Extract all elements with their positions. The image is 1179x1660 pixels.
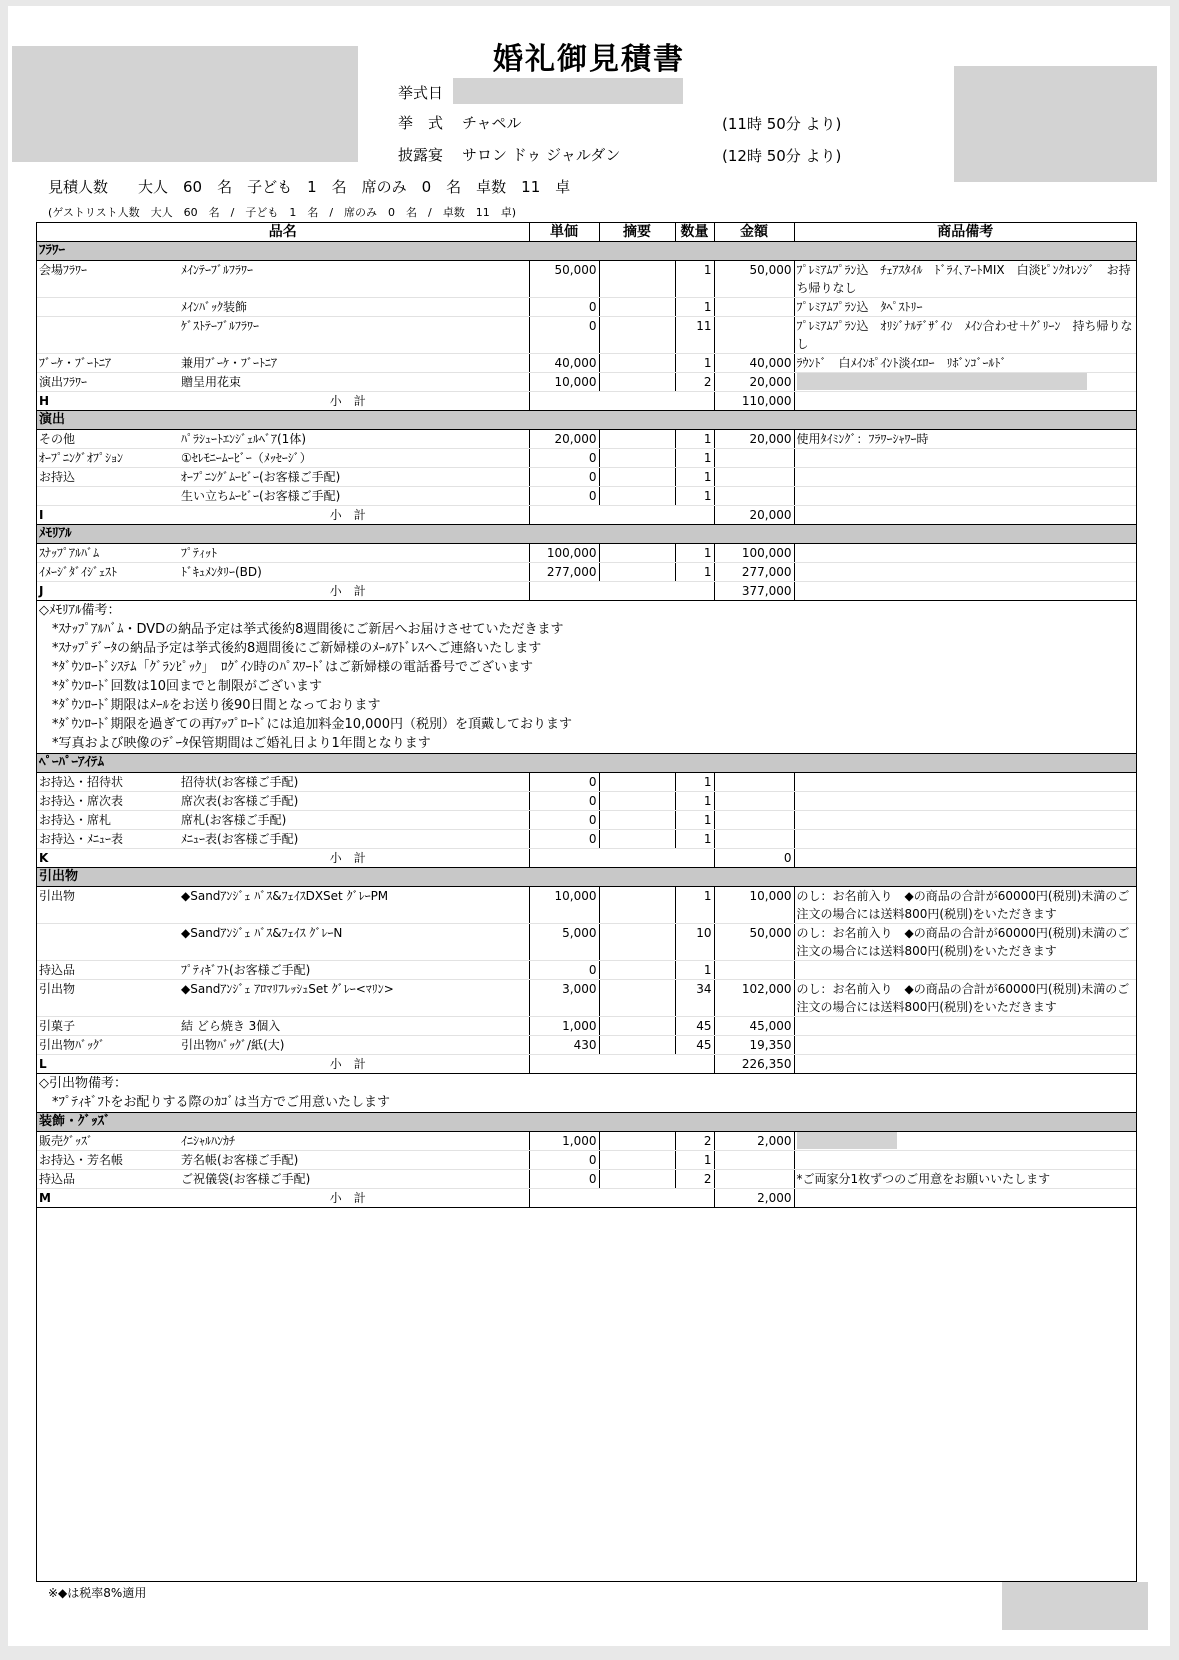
item-name: 兼用ﾌﾞｰｹ・ﾌﾞｰﾄﾆｱ bbox=[179, 354, 529, 373]
estimate-table-frame bbox=[36, 222, 1137, 1582]
item-quantity: 1 bbox=[675, 792, 714, 811]
remarks-text: ◇引出物備考： *ﾌﾟﾃｨｷﾞﾌﾄをお配りする際のｶｺﾞは当方でご用意いたします bbox=[37, 1074, 1136, 1113]
item-category: お持込・ﾒﾆｭｰ表 bbox=[37, 830, 179, 849]
item-name: ﾌﾟﾃｨｯﾄ bbox=[179, 544, 529, 563]
item-amount bbox=[714, 773, 794, 792]
line-item-row bbox=[37, 449, 1136, 468]
ceremony-label: 挙 式 bbox=[398, 114, 444, 132]
item-unit-price: 20,000 bbox=[529, 430, 599, 449]
item-name: 結 どら焼き 3個入 bbox=[179, 1017, 529, 1036]
item-quantity: 2 bbox=[675, 1170, 714, 1189]
item-quantity: 1 bbox=[675, 961, 714, 980]
item-amount: 102,000 bbox=[714, 980, 794, 1017]
item-unit-price: 0 bbox=[529, 298, 599, 317]
item-category: 会場ﾌﾗﾜｰ bbox=[37, 261, 179, 298]
subtotal-spacer bbox=[529, 849, 714, 868]
item-amount: 50,000 bbox=[714, 924, 794, 961]
section-header-row bbox=[37, 242, 1136, 261]
header-quantity: 数量 bbox=[675, 223, 714, 242]
item-quantity: 2 bbox=[675, 1132, 714, 1151]
item-name: ◆Sandｱﾝｼﾞｪ ｱﾛﾏﾘﾌﾚｯｼｭSet ｸﾞﾚｰ<ﾏﾘﾝ> bbox=[179, 980, 529, 1017]
item-category: その他 bbox=[37, 430, 179, 449]
remarks-row bbox=[37, 1074, 1136, 1113]
subtotal-label: 小計 bbox=[179, 582, 529, 601]
item-quantity: 1 bbox=[675, 830, 714, 849]
document-title: 婚礼御見積書 bbox=[493, 42, 685, 77]
item-quantity: 1 bbox=[675, 261, 714, 298]
item-unit-price: 0 bbox=[529, 1170, 599, 1189]
subtotal-amount: 377,000 bbox=[714, 582, 794, 601]
item-summary bbox=[599, 1036, 675, 1055]
item-product-note bbox=[794, 1036, 1136, 1055]
item-product-note bbox=[794, 811, 1136, 830]
line-item-row bbox=[37, 544, 1136, 563]
item-unit-price: 40,000 bbox=[529, 354, 599, 373]
subtotal-label: 小計 bbox=[179, 392, 529, 411]
item-summary bbox=[599, 449, 675, 468]
item-amount bbox=[714, 1151, 794, 1170]
item-name: ◆Sandｱﾝｼﾞｪ ﾊﾞｽ&ﾌｪｲｽDXSet ｸﾞﾚｰPM bbox=[179, 887, 529, 924]
table-header-row bbox=[37, 223, 1136, 242]
subtotal-key: L bbox=[37, 1055, 179, 1074]
item-unit-price: 100,000 bbox=[529, 544, 599, 563]
item-category bbox=[37, 317, 179, 354]
subtotal-label: 小計 bbox=[179, 1055, 529, 1074]
section-header-row bbox=[37, 754, 1136, 773]
subtotal-amount: 110,000 bbox=[714, 392, 794, 411]
item-category bbox=[37, 298, 179, 317]
item-category: お持込・招待状 bbox=[37, 773, 179, 792]
item-name: ﾄﾞｷｭﾒﾝﾀﾘｰ(BD) bbox=[179, 563, 529, 582]
line-item-row bbox=[37, 887, 1136, 924]
item-unit-price: 430 bbox=[529, 1036, 599, 1055]
item-unit-price: 0 bbox=[529, 830, 599, 849]
section-title: ﾍﾟｰﾊﾟｰｱｲﾃﾑ bbox=[37, 754, 1136, 773]
item-unit-price: 0 bbox=[529, 961, 599, 980]
item-product-note bbox=[794, 792, 1136, 811]
item-unit-price: 1,000 bbox=[529, 1017, 599, 1036]
item-unit-price: 0 bbox=[529, 792, 599, 811]
redacted-note bbox=[797, 373, 1087, 390]
section-title: 演出 bbox=[37, 411, 1136, 430]
item-quantity: 1 bbox=[675, 487, 714, 506]
item-quantity: 2 bbox=[675, 373, 714, 392]
item-product-note: ﾌﾟﾚﾐｱﾑﾌﾟﾗﾝ込 ﾁｪｱｽﾀｲﾙ ﾄﾞﾗｲ､ｱｰﾄMIX 白淡ﾋﾟﾝｸｵﾚﾝｼﾞ お持ち帰りなし bbox=[794, 261, 1136, 298]
item-summary bbox=[599, 830, 675, 849]
subtotal-row bbox=[37, 392, 1136, 411]
item-product-note: のし：お名前入り ◆の商品の合計が60000円(税別)未満のご注文の場合には送料800円(税別)をいただきます bbox=[794, 924, 1136, 961]
line-item-row bbox=[37, 811, 1136, 830]
remarks-text: ◇ﾒﾓﾘｱﾙ備考： *ｽﾅｯﾌﾟｱﾙﾊﾞﾑ・DVDの納品予定は挙式後約8週間後にご新居へお届けさせていただきます *ｽﾅｯﾌﾟﾃﾞｰﾀの納品予定は挙式後約8週間後にご新婦様のﾒｰﾙｱﾄﾞﾚｽへご連絡いたします *ﾀﾞｳﾝﾛｰﾄﾞｼｽﾃﾑ「ｸﾞﾗﾝﾋﾟｯｸ」 ﾛｸﾞｲﾝ時のﾊﾟｽﾜｰﾄﾞはご新婦様の電話番号でございます *ﾀﾞｳﾝﾛｰﾄﾞ回数は10回までと制限がございます *ﾀﾞｳﾝﾛｰﾄﾞ期限はﾒｰﾙをお送り後90日間となっております *ﾀﾞｳﾝﾛｰﾄﾞ期限を過ぎての再ｱｯﾌﾟﾛｰﾄﾞには追加料金10,000円（税別）を頂戴しております *写真および映像のﾃﾞｰﾀ保管期間はご婚礼日より1年間となります bbox=[37, 601, 1136, 754]
item-quantity: 1 bbox=[675, 1151, 714, 1170]
subtotal-key: J bbox=[37, 582, 179, 601]
section-header-row bbox=[37, 1113, 1136, 1132]
item-summary bbox=[599, 961, 675, 980]
header-amount: 金額 bbox=[714, 223, 794, 242]
item-product-note bbox=[794, 468, 1136, 487]
item-category: ﾌﾞｰｹ・ﾌﾞｰﾄﾆｱ bbox=[37, 354, 179, 373]
redacted-footer-block bbox=[1002, 1582, 1148, 1630]
subtotal-key: K bbox=[37, 849, 179, 868]
subtotal-note bbox=[794, 849, 1136, 868]
line-item-row bbox=[37, 373, 1136, 392]
item-category: ｽﾅｯﾌﾟｱﾙﾊﾞﾑ bbox=[37, 544, 179, 563]
item-name: 芳名帳(お客様ご手配) bbox=[179, 1151, 529, 1170]
item-product-note bbox=[794, 449, 1136, 468]
item-product-note bbox=[794, 487, 1136, 506]
guest-list-count: (ゲストリスト人数 大人 60 名 / 子ども 1 名 / 席のみ 0 名 / 卓数 11 卓) bbox=[48, 206, 517, 219]
item-product-note bbox=[794, 1132, 1136, 1151]
item-summary bbox=[599, 1132, 675, 1151]
line-item-row bbox=[37, 317, 1136, 354]
item-summary bbox=[599, 354, 675, 373]
ceremony-date-label: 挙式日 bbox=[398, 84, 444, 102]
item-unit-price: 0 bbox=[529, 449, 599, 468]
estimate-table bbox=[37, 223, 1136, 1208]
subtotal-amount: 2,000 bbox=[714, 1189, 794, 1208]
item-category: 販売ｸﾞｯｽﾞ bbox=[37, 1132, 179, 1151]
reception-venue: サロン ドゥ ジャルダン bbox=[462, 146, 621, 164]
subtotal-note bbox=[794, 506, 1136, 525]
item-amount: 45,000 bbox=[714, 1017, 794, 1036]
item-summary bbox=[599, 544, 675, 563]
item-amount bbox=[714, 1170, 794, 1189]
tax-footnote: ※◆は税率8%適用 bbox=[48, 1586, 147, 1600]
item-unit-price: 10,000 bbox=[529, 887, 599, 924]
item-category: お持込・席札 bbox=[37, 811, 179, 830]
item-amount: 2,000 bbox=[714, 1132, 794, 1151]
subtotal-row bbox=[37, 582, 1136, 601]
subtotal-key: H bbox=[37, 392, 179, 411]
line-item-row bbox=[37, 563, 1136, 582]
line-item-row bbox=[37, 1132, 1136, 1151]
item-unit-price: 0 bbox=[529, 317, 599, 354]
item-amount bbox=[714, 317, 794, 354]
reception-label: 披露宴 bbox=[398, 146, 444, 164]
item-unit-price: 10,000 bbox=[529, 373, 599, 392]
subtotal-label: 小計 bbox=[179, 506, 529, 525]
subtotal-note bbox=[794, 582, 1136, 601]
item-product-note bbox=[794, 830, 1136, 849]
section-title: ﾒﾓﾘｱﾙ bbox=[37, 525, 1136, 544]
subtotal-row bbox=[37, 849, 1136, 868]
item-product-note bbox=[794, 373, 1136, 392]
item-summary bbox=[599, 792, 675, 811]
line-item-row bbox=[37, 487, 1136, 506]
section-header-row bbox=[37, 868, 1136, 887]
item-product-note bbox=[794, 773, 1136, 792]
item-category: 引菓子 bbox=[37, 1017, 179, 1036]
item-quantity: 1 bbox=[675, 468, 714, 487]
subtotal-spacer bbox=[529, 1055, 714, 1074]
item-quantity: 1 bbox=[675, 773, 714, 792]
line-item-row bbox=[37, 1151, 1136, 1170]
redacted-note bbox=[797, 1132, 897, 1149]
item-product-note bbox=[794, 544, 1136, 563]
item-summary bbox=[599, 468, 675, 487]
line-item-row bbox=[37, 1017, 1136, 1036]
item-quantity: 34 bbox=[675, 980, 714, 1017]
line-item-row bbox=[37, 1170, 1136, 1189]
subtotal-amount: 0 bbox=[714, 849, 794, 868]
item-amount: 100,000 bbox=[714, 544, 794, 563]
item-product-note: ﾗｳﾝﾄﾞ 白ﾒｲﾝﾎﾟｲﾝﾄ淡ｲｴﾛｰ ﾘﾎﾞﾝｺﾞｰﾙﾄﾞ bbox=[794, 354, 1136, 373]
item-category: お持込 bbox=[37, 468, 179, 487]
header-item-name: 品名 bbox=[37, 223, 529, 242]
subtotal-spacer bbox=[529, 506, 714, 525]
item-category: 引出物 bbox=[37, 887, 179, 924]
item-amount bbox=[714, 298, 794, 317]
item-unit-price: 277,000 bbox=[529, 563, 599, 582]
line-item-row bbox=[37, 792, 1136, 811]
item-amount bbox=[714, 961, 794, 980]
item-summary bbox=[599, 1017, 675, 1036]
item-quantity: 11 bbox=[675, 317, 714, 354]
item-quantity: 45 bbox=[675, 1036, 714, 1055]
item-summary bbox=[599, 1170, 675, 1189]
subtotal-amount: 226,350 bbox=[714, 1055, 794, 1074]
item-amount bbox=[714, 811, 794, 830]
item-summary bbox=[599, 261, 675, 298]
item-quantity: 1 bbox=[675, 354, 714, 373]
item-category: 引出物 bbox=[37, 980, 179, 1017]
item-unit-price: 0 bbox=[529, 1151, 599, 1170]
line-item-row bbox=[37, 1036, 1136, 1055]
item-summary bbox=[599, 1151, 675, 1170]
line-item-row bbox=[37, 468, 1136, 487]
subtotal-row bbox=[37, 1189, 1136, 1208]
item-name: 生い立ちﾑｰﾋﾞｰ(お客様ご手配) bbox=[179, 487, 529, 506]
item-name: ｹﾞｽﾄﾃｰﾌﾞﾙﾌﾗﾜｰ bbox=[179, 317, 529, 354]
item-quantity: 1 bbox=[675, 544, 714, 563]
item-name: 引出物ﾊﾞｯｸﾞ/紙(大) bbox=[179, 1036, 529, 1055]
item-name: 席次表(お客様ご手配) bbox=[179, 792, 529, 811]
estimate-table-body bbox=[37, 242, 1136, 1208]
item-name: ｵｰﾌﾟﾆﾝｸﾞﾑｰﾋﾞｰ(お客様ご手配) bbox=[179, 468, 529, 487]
ceremony-venue: チャペル bbox=[462, 114, 522, 132]
item-product-note: のし：お名前入り ◆の商品の合計が60000円(税別)未満のご注文の場合には送料800円(税別)をいただきます bbox=[794, 887, 1136, 924]
subtotal-note bbox=[794, 1189, 1136, 1208]
item-amount bbox=[714, 449, 794, 468]
item-amount bbox=[714, 792, 794, 811]
item-name: 贈呈用花束 bbox=[179, 373, 529, 392]
item-category: ｵｰﾌﾟﾆﾝｸﾞｵﾌﾟｼｮﾝ bbox=[37, 449, 179, 468]
item-summary bbox=[599, 317, 675, 354]
item-name: ご祝儀袋(お客様ご手配) bbox=[179, 1170, 529, 1189]
item-category bbox=[37, 924, 179, 961]
line-item-row bbox=[37, 980, 1136, 1017]
item-quantity: 1 bbox=[675, 811, 714, 830]
item-unit-price: 5,000 bbox=[529, 924, 599, 961]
remarks-row bbox=[37, 601, 1136, 754]
item-category: お持込・芳名帳 bbox=[37, 1151, 179, 1170]
line-item-row bbox=[37, 261, 1136, 298]
subtotal-label: 小計 bbox=[179, 849, 529, 868]
item-unit-price: 0 bbox=[529, 487, 599, 506]
item-product-note bbox=[794, 961, 1136, 980]
item-quantity: 1 bbox=[675, 430, 714, 449]
estimated-count: 見積人数 大人 60 名 子ども 1 名 席のみ 0 名 卓数 11 卓 bbox=[48, 178, 571, 196]
item-product-note: *ご両家分1枚ずつのご用意をお願いいたします bbox=[794, 1170, 1136, 1189]
subtotal-amount: 20,000 bbox=[714, 506, 794, 525]
line-item-row bbox=[37, 430, 1136, 449]
item-name: ﾊﾟﾗｼｭｰﾄｴﾝｼﾞｪﾙﾍﾞｱ(1体) bbox=[179, 430, 529, 449]
header-summary: 摘要 bbox=[599, 223, 675, 242]
line-item-row bbox=[37, 961, 1136, 980]
line-item-row bbox=[37, 354, 1136, 373]
subtotal-key: I bbox=[37, 506, 179, 525]
item-summary bbox=[599, 924, 675, 961]
item-quantity: 1 bbox=[675, 449, 714, 468]
subtotal-spacer bbox=[529, 392, 714, 411]
section-header-row bbox=[37, 525, 1136, 544]
item-name: 招待状(お客様ご手配) bbox=[179, 773, 529, 792]
item-amount: 50,000 bbox=[714, 261, 794, 298]
item-category: 持込品 bbox=[37, 961, 179, 980]
item-category: お持込・席次表 bbox=[37, 792, 179, 811]
line-item-row bbox=[37, 298, 1136, 317]
item-amount bbox=[714, 830, 794, 849]
item-quantity: 10 bbox=[675, 924, 714, 961]
item-summary bbox=[599, 487, 675, 506]
item-amount bbox=[714, 487, 794, 506]
subtotal-spacer bbox=[529, 1189, 714, 1208]
subtotal-row bbox=[37, 506, 1136, 525]
section-header-row bbox=[37, 411, 1136, 430]
item-amount: 20,000 bbox=[714, 430, 794, 449]
item-amount bbox=[714, 468, 794, 487]
item-product-note: ﾌﾟﾚﾐｱﾑﾌﾟﾗﾝ込 ｵﾘｼﾞﾅﾙﾃﾞｻﾞｲﾝ ﾒｲﾝ合わせ＋ｸﾞﾘｰﾝ 持ち帰りなし bbox=[794, 317, 1136, 354]
item-unit-price: 0 bbox=[529, 773, 599, 792]
item-name: ﾌﾟﾃｨｷﾞﾌﾄ(お客様ご手配) bbox=[179, 961, 529, 980]
ceremony-time: (11時 50分 より) bbox=[722, 115, 842, 133]
item-amount: 19,350 bbox=[714, 1036, 794, 1055]
subtotal-key: M bbox=[37, 1189, 179, 1208]
item-summary bbox=[599, 887, 675, 924]
item-summary bbox=[599, 811, 675, 830]
item-product-note bbox=[794, 1017, 1136, 1036]
item-summary bbox=[599, 773, 675, 792]
item-name: 席札(お客様ご手配) bbox=[179, 811, 529, 830]
item-summary bbox=[599, 373, 675, 392]
item-summary bbox=[599, 430, 675, 449]
item-category: 持込品 bbox=[37, 1170, 179, 1189]
item-quantity: 1 bbox=[675, 298, 714, 317]
item-product-note bbox=[794, 563, 1136, 582]
reception-time: (12時 50分 より) bbox=[722, 147, 842, 165]
item-category: ｲﾒｰｼﾞﾀﾞｲｼﾞｪｽﾄ bbox=[37, 563, 179, 582]
line-item-row bbox=[37, 924, 1136, 961]
item-name: ﾒｲﾝﾃｰﾌﾞﾙﾌﾗﾜｰ bbox=[179, 261, 529, 298]
subtotal-note bbox=[794, 1055, 1136, 1074]
item-quantity: 1 bbox=[675, 563, 714, 582]
item-product-note bbox=[794, 1151, 1136, 1170]
item-unit-price: 1,000 bbox=[529, 1132, 599, 1151]
item-product-note: 使用ﾀｲﾐﾝｸﾞ：ﾌﾗﾜｰｼｬﾜｰ時 bbox=[794, 430, 1136, 449]
item-unit-price: 3,000 bbox=[529, 980, 599, 1017]
item-amount: 20,000 bbox=[714, 373, 794, 392]
item-quantity: 1 bbox=[675, 887, 714, 924]
header-product-note: 商品備考 bbox=[794, 223, 1136, 242]
item-amount: 10,000 bbox=[714, 887, 794, 924]
item-unit-price: 50,000 bbox=[529, 261, 599, 298]
item-product-note: のし：お名前入り ◆の商品の合計が60000円(税別)未満のご注文の場合には送料800円(税別)をいただきます bbox=[794, 980, 1136, 1017]
line-item-row bbox=[37, 773, 1136, 792]
item-amount: 277,000 bbox=[714, 563, 794, 582]
estimate-sheet bbox=[8, 6, 1170, 1646]
line-item-row bbox=[37, 830, 1136, 849]
item-product-note: ﾌﾟﾚﾐｱﾑﾌﾟﾗﾝ込 ﾀﾍﾟｽﾄﾘｰ bbox=[794, 298, 1136, 317]
item-amount: 40,000 bbox=[714, 354, 794, 373]
section-title: 引出物 bbox=[37, 868, 1136, 887]
subtotal-row bbox=[37, 1055, 1136, 1074]
item-unit-price: 0 bbox=[529, 468, 599, 487]
item-category: 演出ﾌﾗﾜｰ bbox=[37, 373, 179, 392]
item-name: ①ｾﾚﾓﾆｰﾑｰﾋﾞｰ（ﾒｯｾｰｼﾞ） bbox=[179, 449, 529, 468]
subtotal-spacer bbox=[529, 582, 714, 601]
item-summary bbox=[599, 298, 675, 317]
item-summary bbox=[599, 563, 675, 582]
subtotal-label: 小計 bbox=[179, 1189, 529, 1208]
section-title: ﾌﾗﾜｰ bbox=[37, 242, 1136, 261]
item-quantity: 45 bbox=[675, 1017, 714, 1036]
item-unit-price: 0 bbox=[529, 811, 599, 830]
item-category bbox=[37, 487, 179, 506]
section-title: 装飾・ｸﾞｯｽﾞ bbox=[37, 1113, 1136, 1132]
item-summary bbox=[599, 980, 675, 1017]
item-name: ｲﾆｼｬﾙﾊﾝｶﾁ bbox=[179, 1132, 529, 1151]
header-unit-price: 単価 bbox=[529, 223, 599, 242]
item-name: ﾒﾆｭｰ表(お客様ご手配) bbox=[179, 830, 529, 849]
subtotal-note bbox=[794, 392, 1136, 411]
redacted-date-value bbox=[453, 78, 683, 104]
item-name: ﾒｲﾝﾊﾞｯｸ装飾 bbox=[179, 298, 529, 317]
item-name: ◆Sandｱﾝｼﾞｪ ﾊﾞｽ&ﾌｪｲｽ ｸﾞﾚｰN bbox=[179, 924, 529, 961]
redacted-customer-block bbox=[954, 66, 1157, 182]
item-category: 引出物ﾊﾞｯｸﾞ bbox=[37, 1036, 179, 1055]
